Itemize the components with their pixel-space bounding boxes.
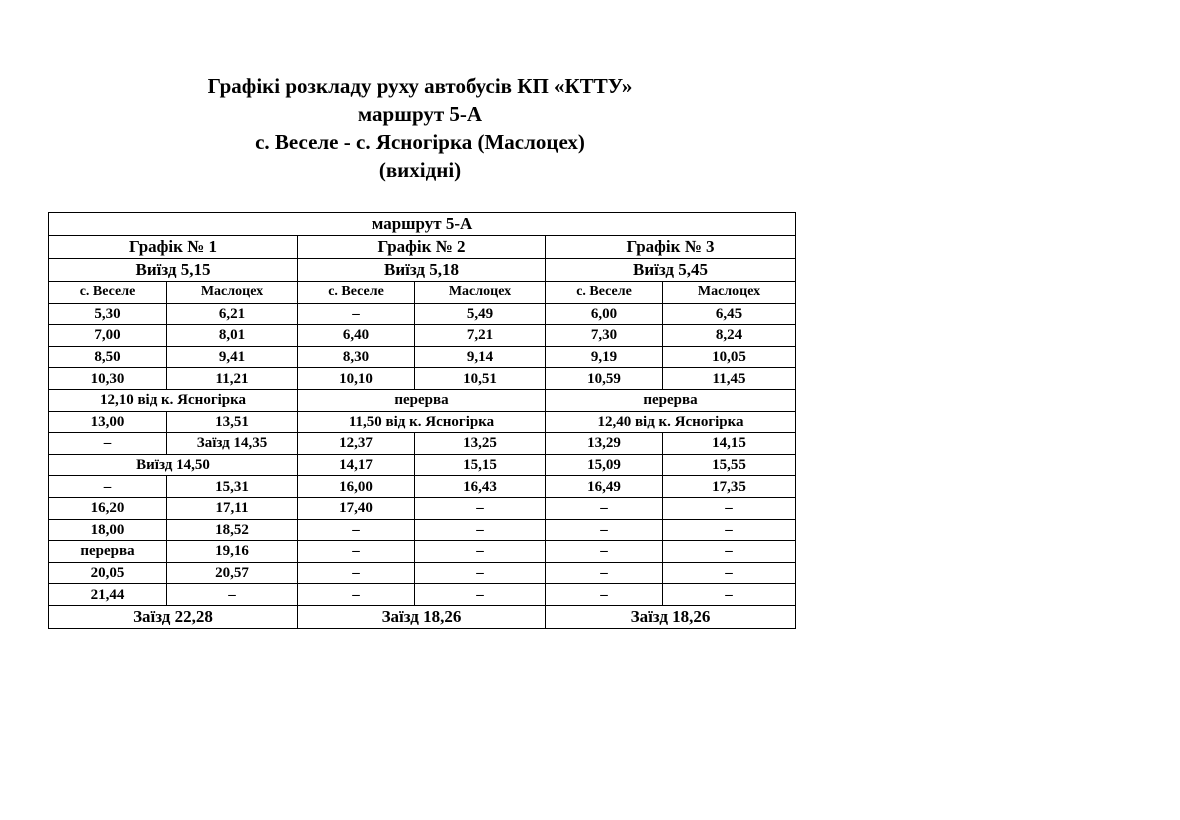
table-cell: 17,40 [298, 497, 415, 519]
title-line-3: с. Веселе - с. Ясногірка (Маслоцех) [255, 130, 585, 154]
table-cell: – [663, 519, 796, 541]
table-cell: 19,16 [167, 541, 298, 563]
column-header-vesele: с. Веселе [49, 282, 167, 304]
column-header-row [49, 282, 796, 304]
table-cell: 16,43 [415, 476, 546, 498]
column-header-maslotsekh: Маслоцех [167, 282, 298, 304]
schedule-3-header: Графік № 3 [546, 236, 796, 259]
table-cell: – [298, 541, 415, 563]
schedule-1-departure: Виїзд 5,15 [49, 259, 298, 282]
title-line-2: маршрут 5-А [357, 102, 483, 126]
table-cell: 17,35 [663, 476, 796, 498]
table-cell: 18,00 [49, 519, 167, 541]
schedule-1-return: Заїзд 22,28 [49, 605, 298, 628]
table-cell: – [49, 433, 167, 455]
route-header-row [49, 213, 796, 236]
schedule-3-departure: Виїзд 5,45 [546, 259, 796, 282]
table-cell: 6,40 [298, 325, 415, 347]
table-cell: – [415, 584, 546, 606]
table-cell: – [298, 303, 415, 325]
table-row [49, 346, 796, 368]
table-cell: Заїзд 14,35 [167, 433, 298, 455]
table-cell: 20,57 [167, 562, 298, 584]
table-cell: – [663, 584, 796, 606]
table-cell: 16,49 [546, 476, 663, 498]
table-cell-merged: перерва [546, 389, 796, 411]
table-row [49, 476, 796, 498]
table-row [49, 519, 796, 541]
table-cell: 6,00 [546, 303, 663, 325]
table-row [49, 303, 796, 325]
table-row [49, 389, 796, 411]
table-cell: 6,45 [663, 303, 796, 325]
column-header-maslotsekh: Маслоцех [415, 282, 546, 304]
table-cell: – [663, 562, 796, 584]
table-cell: 5,30 [49, 303, 167, 325]
table-cell: 20,05 [49, 562, 167, 584]
table-cell: 8,30 [298, 346, 415, 368]
table-cell: – [663, 541, 796, 563]
table-cell: – [546, 584, 663, 606]
table-cell: – [298, 584, 415, 606]
table-cell: 15,31 [167, 476, 298, 498]
table-cell: 14,15 [663, 433, 796, 455]
table-row [49, 584, 796, 606]
table-cell: 9,19 [546, 346, 663, 368]
table-cell: 12,37 [298, 433, 415, 455]
table-cell: 10,51 [415, 368, 546, 390]
table-row [49, 411, 796, 433]
table-row [49, 454, 796, 476]
table-cell: перерва [49, 541, 167, 563]
schedule-2-departure: Виїзд 5,18 [298, 259, 546, 282]
table-cell: – [415, 562, 546, 584]
table-cell: – [415, 519, 546, 541]
table-cell: 15,09 [546, 454, 663, 476]
table-cell: – [546, 562, 663, 584]
document-title [40, 72, 800, 184]
table-cell: – [415, 541, 546, 563]
table-cell: 7,21 [415, 325, 546, 347]
table-cell: 17,11 [167, 497, 298, 519]
schedule-1-header: Графік № 1 [49, 236, 298, 259]
table-row [49, 497, 796, 519]
table-cell: 6,21 [167, 303, 298, 325]
schedule-3-return: Заїзд 18,26 [546, 605, 796, 628]
table-cell: 8,24 [663, 325, 796, 347]
table-cell: 16,20 [49, 497, 167, 519]
table-cell: 10,10 [298, 368, 415, 390]
table-cell: – [546, 519, 663, 541]
table-cell: 9,14 [415, 346, 546, 368]
column-header-vesele: с. Веселе [298, 282, 415, 304]
table-cell: 13,25 [415, 433, 546, 455]
table-cell: 7,30 [546, 325, 663, 347]
table-cell: 13,51 [167, 411, 298, 433]
table-cell: 21,44 [49, 584, 167, 606]
table-cell: – [415, 497, 546, 519]
table-cell: 13,29 [546, 433, 663, 455]
table-row [49, 325, 796, 347]
table-cell: 11,21 [167, 368, 298, 390]
schedule-2-return: Заїзд 18,26 [298, 605, 546, 628]
table-cell: – [546, 497, 663, 519]
table-cell: – [167, 584, 298, 606]
table-cell: 8,01 [167, 325, 298, 347]
route-header: маршрут 5-А [49, 213, 796, 236]
table-cell-merged: 12,40 від к. Ясногірка [546, 411, 796, 433]
table-cell-merged: 12,10 від к. Ясногірка [49, 389, 298, 411]
schedule-2-header: Графік № 2 [298, 236, 546, 259]
table-cell: 10,30 [49, 368, 167, 390]
table-cell: 15,15 [415, 454, 546, 476]
table-cell: – [546, 541, 663, 563]
return-row [49, 605, 796, 628]
table-cell: – [298, 562, 415, 584]
column-header-vesele: с. Веселе [546, 282, 663, 304]
table-cell-merged: Виїзд 14,50 [49, 454, 298, 476]
table-cell: 13,00 [49, 411, 167, 433]
table-cell: 9,41 [167, 346, 298, 368]
table-cell: 10,05 [663, 346, 796, 368]
title-line-1: Графікі розкладу руху автобусів КП «КТТУ» [207, 74, 633, 98]
table-cell: 18,52 [167, 519, 298, 541]
departure-row [49, 259, 796, 282]
table-row [49, 433, 796, 455]
table-cell: 14,17 [298, 454, 415, 476]
table-cell: 10,59 [546, 368, 663, 390]
table-row [49, 562, 796, 584]
schedule-header-row [49, 236, 796, 259]
table-cell: 7,00 [49, 325, 167, 347]
table-row [49, 541, 796, 563]
table-cell: – [49, 476, 167, 498]
column-header-maslotsekh: Маслоцех [663, 282, 796, 304]
table-cell: – [663, 497, 796, 519]
table-cell: 15,55 [663, 454, 796, 476]
table-cell: 8,50 [49, 346, 167, 368]
table-cell-merged: 11,50 від к. Ясногірка [298, 411, 546, 433]
table-cell: 16,00 [298, 476, 415, 498]
table-cell: 11,45 [663, 368, 796, 390]
schedule-table [48, 212, 796, 629]
table-row [49, 368, 796, 390]
title-line-4: (вихідні) [378, 158, 462, 182]
table-cell: 5,49 [415, 303, 546, 325]
table-cell: – [298, 519, 415, 541]
table-cell-merged: перерва [298, 389, 546, 411]
